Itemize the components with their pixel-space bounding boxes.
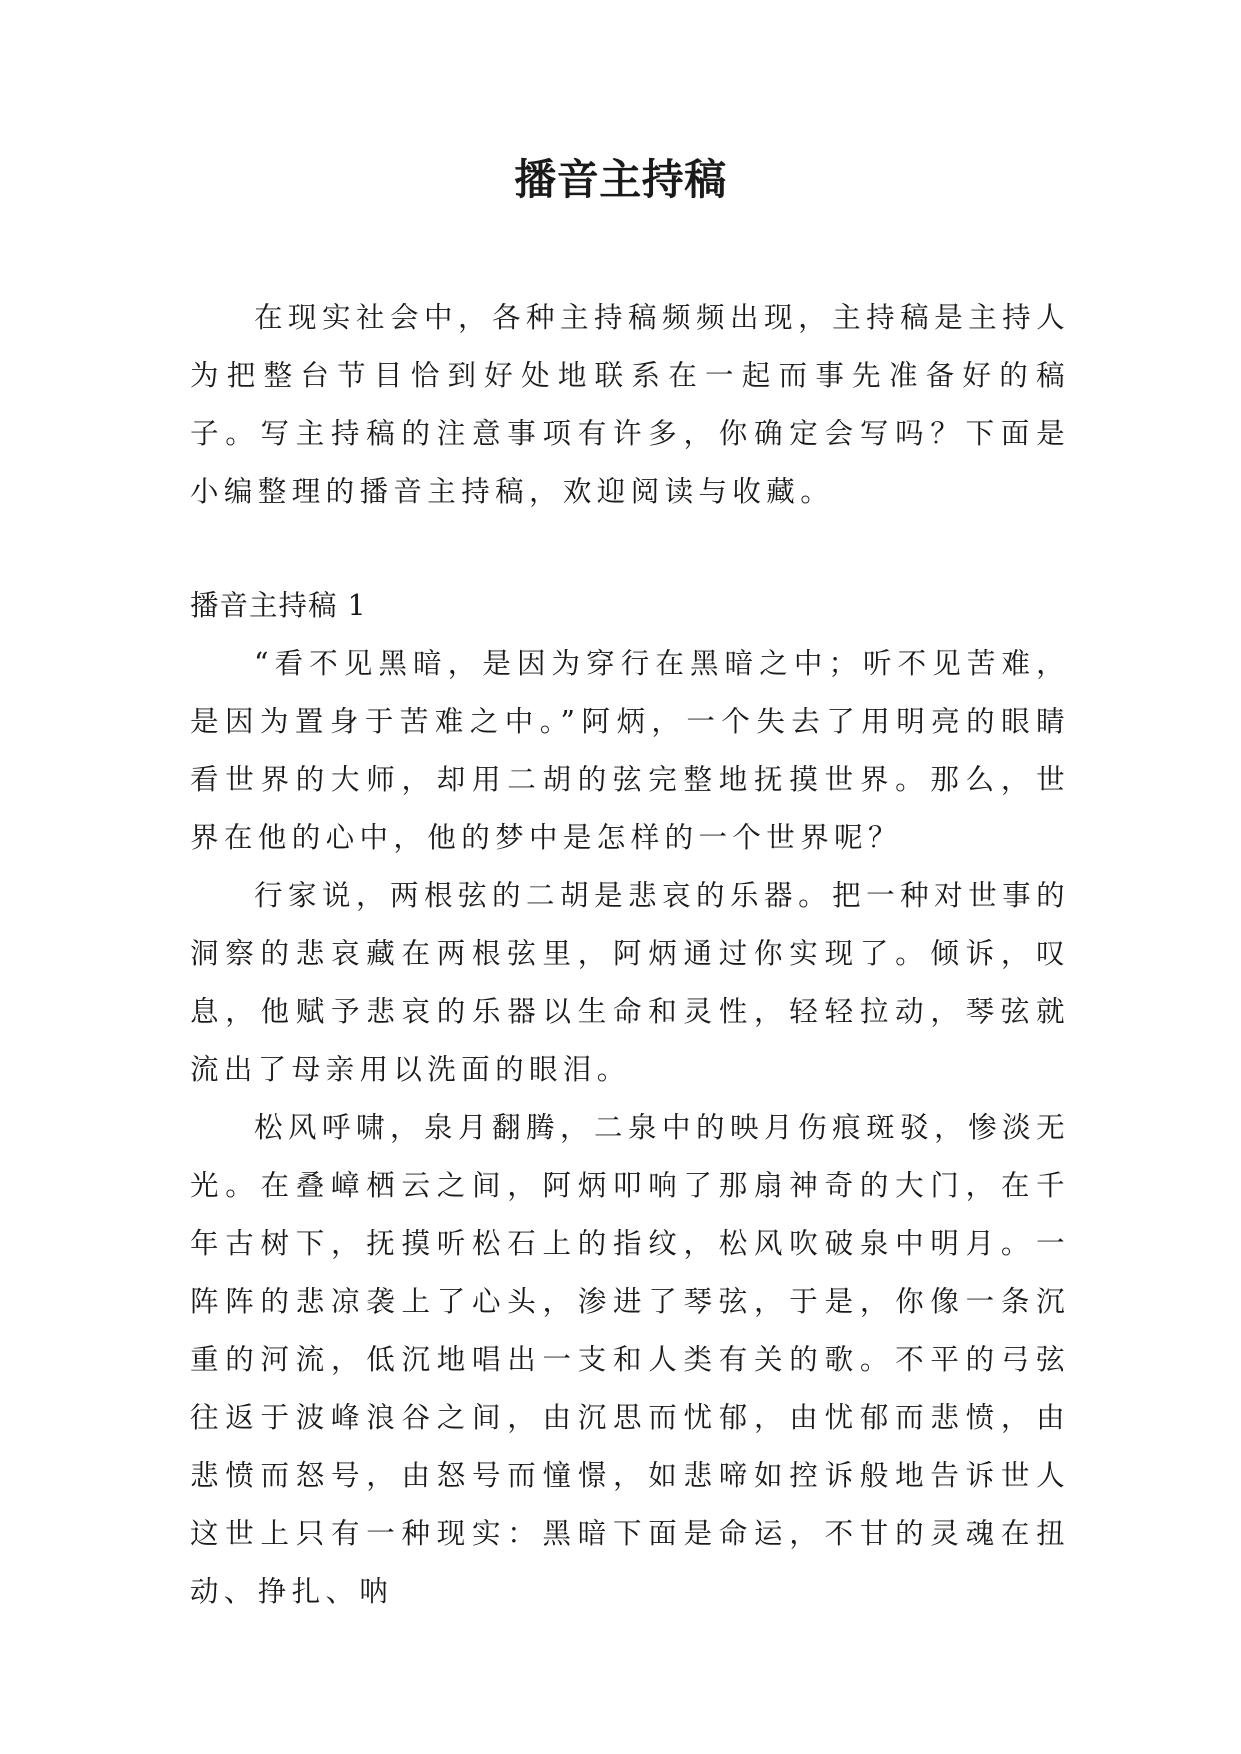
body-paragraph: “看不见黑暗，是因为穿行在黑暗之中；听不见苦难，是因为置身于苦难之中。”阿炳，一个失去了用明亮的眼睛看世界的大师，却用二胡的弦完整地抚摸世界。那么，世界在他的心中，他的梦中是怎样的一个世界呢？ bbox=[190, 647, 1070, 854]
document-title: 播音主持稿 bbox=[514, 155, 727, 204]
document-body bbox=[190, 289, 1070, 1621]
body-paragraph: 松风呼啸，泉月翻腾，二泉中的映月伤痕斑驳，惨淡无光。在叠嶂栖云之间，阿炳叩响了那扇神奇的大门，在千年古树下，抚摸听松石上的指纹，松风吹破泉中明月。一阵阵的悲凉袭上了心头，渗进了琴弦，于是，你像一条沉重的河流，低沉地唱出一支和人类有关的歌。不平的弓弦往返于波峰浪谷之间，由沉思而忧郁，由忧郁而悲愤，由悲愤而怒号，由怒号而憧憬，如悲啼如控诉般地告诉世人这世上只有一种现实：黑暗下面是命运，不甘的灵魂在扭动、挣扎、呐 bbox=[190, 1111, 1070, 1608]
intro-paragraph: 在现实社会中，各种主持稿频频出现，主持稿是主持人为把整台节目恰到好处地联系在一起而事先准备好的稿子。写主持稿的注意事项有许多，你确定会写吗？下面是小编整理的播音主持稿，欢迎阅读与收藏。 bbox=[190, 301, 1070, 508]
body-paragraph: 行家说，两根弦的二胡是悲哀的乐器。把一种对世事的洞察的悲哀藏在两根弦里，阿炳通过你实现了。倾诉，叹息，他赋予悲哀的乐器以生命和灵性，轻轻拉动，琴弦就流出了母亲用以洗面的眼泪。 bbox=[190, 879, 1070, 1086]
section-heading: 播音主持稿 1 bbox=[190, 589, 367, 622]
